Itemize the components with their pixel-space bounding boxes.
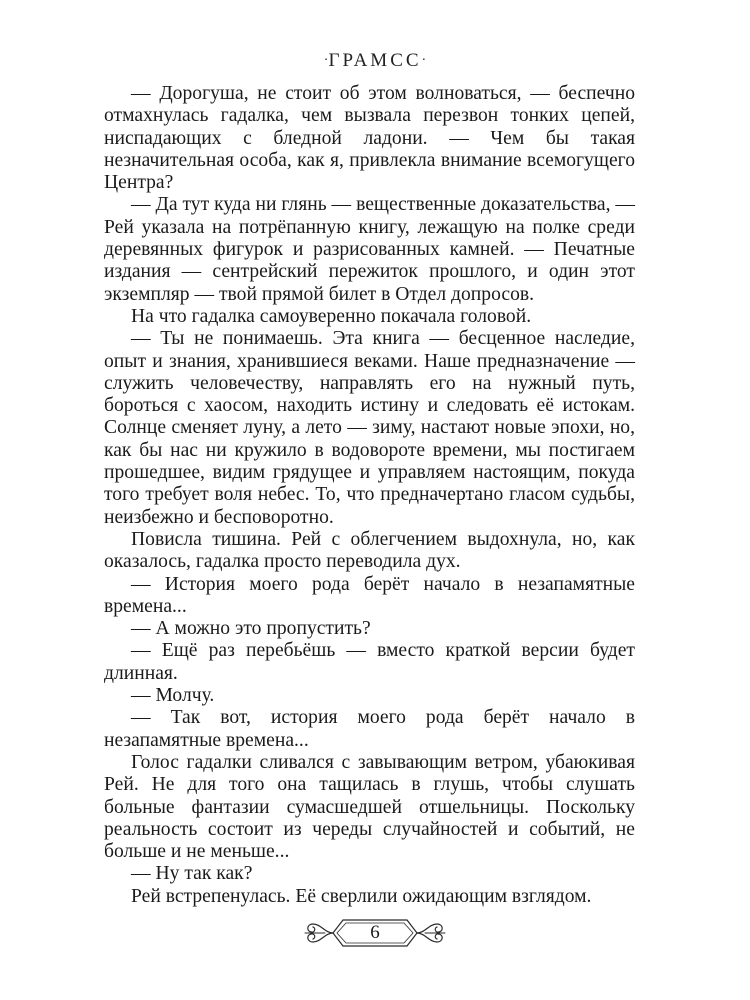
- running-title: ГРАМСС: [328, 50, 422, 71]
- paragraph: — А можно это пропустить?: [131, 618, 371, 640]
- page-number: 6: [370, 922, 380, 943]
- ornament-dot-right: ·: [421, 53, 427, 68]
- paragraph: — Дорогуша, не стоит об этом волноваться, — беспечно отмахнулась гадалка, чем вызвала перезвон тонких цепей, ниспадающих с бледной ладони. — Чем бы такая незначительная особа, как я, привлекла внимание всемогущего Центра?: [104, 83, 635, 194]
- paragraph: На что гадалка самоуверенно покачала головой.: [131, 305, 532, 327]
- paragraph: — Ну так как?: [131, 863, 253, 885]
- paragraph: — Ты не понимаешь. Эта книга — бесценное наследие, опыт и знания, хранившиеся веками. Наше предназначение — служить человечеству, направлять его на нужный путь, бороться с хаосом, находить истину и следовать её истокам. Солнце сменяет луну, а лето — зиму, настают новые эпохи, но, как бы нас ни кружило в водовороте времени, мы постигаем прошедшее, видим грядущее и управляем настоящим, покуда того требует воля небес. То, что предначертано гласом судьбы, неизбежно и бесповоротно.: [104, 328, 635, 528]
- paragraph: Рей встрепенулась. Её сверлили ожидающим взглядом.: [131, 885, 592, 907]
- paragraph: Голос гадалки сливался с завывающим ветром, убаюкивая Рей. Не для того она тащилась в глушь, чтобы слушать больные фантазии сумасшедшей отшельницы. Поскольку реальность состоит из череды случайностей и событий, не больше и не меньше...: [104, 751, 635, 863]
- paragraph: Повисла тишина. Рей с облегчением выдохнула, но, как оказалось, гадалка просто переводила дух.: [104, 528, 635, 573]
- ornament-dot-left: ·: [323, 53, 329, 68]
- paragraph: — Да тут куда ни глянь — вещественные доказательства, — Рей указала на потрёпанную книгу, лежащую на полке среди деревянных фигурок и разрисованных камней. — Печатные издания — сентрейский пережиток прошлого, и один этот экземпляр — твой прямой билет в Отдел допросов.: [104, 194, 635, 305]
- running-head: [0, 50, 750, 72]
- page-text: [104, 83, 635, 908]
- paragraph: — Так вот, история моего рода берёт начало в незапамятные времена...: [104, 707, 635, 751]
- paragraph: — Ещё раз перебьёшь — вместо краткой версии будет длинная.: [104, 640, 635, 684]
- paragraph: — Молчу.: [131, 685, 215, 707]
- paragraph: — История моего рода берёт начало в незапамятные времена...: [104, 573, 635, 617]
